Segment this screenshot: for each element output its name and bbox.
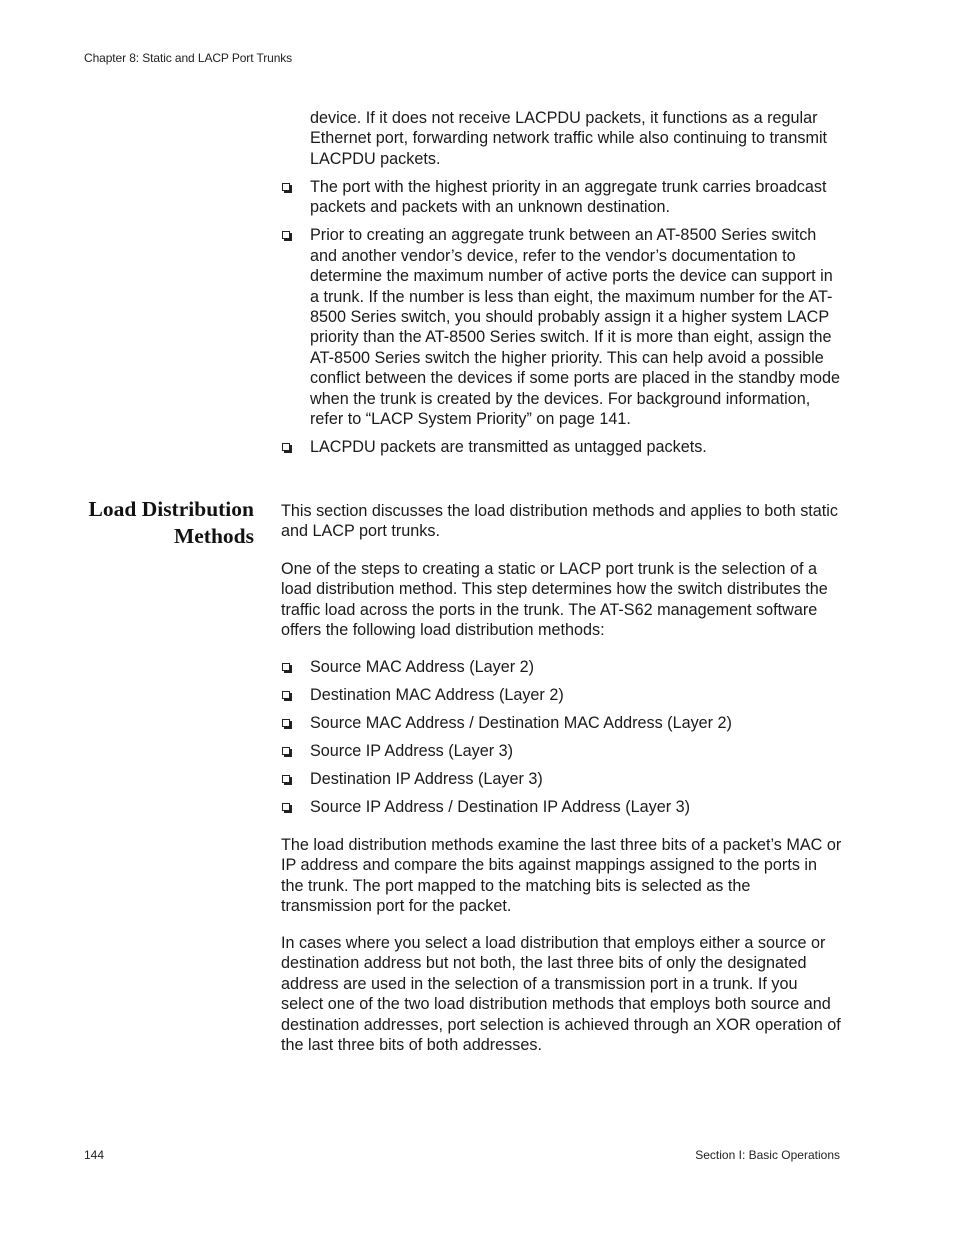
methods-intro-paragraph: One of the steps to creating a static or LACP port trunk is the selection of a load distribution method. This step determines how the switch distributes the traffic load across the ports in the trunk. The AT-S62 management software offers the following load distribution methods: — [281, 560, 828, 640]
checkbox-bullet-icon — [282, 719, 290, 727]
list-item-text: LACPDU packets are transmitted as untagged packets. — [310, 437, 707, 456]
running-footer-section: Section I: Basic Operations — [695, 1148, 840, 1162]
page-number: 144 — [84, 1148, 105, 1162]
checkbox-bullet-icon — [282, 775, 290, 783]
list-item-text: Prior to creating an aggregate trunk between an AT-8500 Series switch and another vendor’s device, refer to the vendor’s documentation to determine the maximum number of active ports the device can support in a trunk. If the number is less than eight, the maximum number for the AT-8500 Series switch, you should probably assign it a higher system LACP priority than the AT-8500 Series switch. If it is more than eight, assign the AT-8500 Series switch the higher priority. This can help avoid a possible conflict between the devices if some ports are placed in the standby mode when the trunk is created by the devices. For background information, refer to “LACP System Priority” on page 141. — [310, 226, 840, 428]
intro-paragraph: This section discusses the load distribution methods and applies to both static and LACP port trunks. — [281, 502, 838, 541]
section-heading-line: Methods — [173, 523, 254, 548]
list-item-text: Destination IP Address (Layer 3) — [310, 770, 543, 788]
list-item-text: Destination MAC Address (Layer 2) — [310, 686, 564, 704]
section-heading-line: Load Distribution — [88, 497, 254, 521]
bit-mapping-paragraph: The load distribution methods examine the last three bits of a packet’s MAC or IP address and compare the bits against mappings assigned to the ports in the trunk. The port mapped to the matching bits is selected as the transmission port for the packet. — [281, 836, 842, 916]
list-item — [281, 797, 845, 817]
checkbox-bullet-icon — [282, 443, 290, 451]
checkbox-bullet-icon — [282, 747, 290, 755]
checkbox-bullet-icon — [282, 663, 290, 671]
list-item-text: Source MAC Address / Destination MAC Address (Layer 2) — [310, 714, 732, 732]
checkbox-bullet-icon — [282, 231, 290, 239]
list-item — [281, 437, 845, 457]
checkbox-bullet-icon — [282, 803, 290, 811]
list-item — [281, 741, 845, 761]
list-item-text: Source MAC Address (Layer 2) — [310, 658, 535, 676]
list-item — [281, 657, 845, 677]
running-header: Chapter 8: Static and LACP Port Trunks — [84, 51, 293, 65]
lacp-notes-list — [281, 177, 845, 457]
continuation-paragraph: device. If it does not receive LACPDU packets, it functions as a regular Ethernet port, forwarding network traffic while also continuing to transmit LACPDU packets. — [310, 109, 828, 168]
checkbox-bullet-icon — [282, 183, 290, 191]
list-item-text: Source IP Address (Layer 3) — [310, 742, 514, 760]
list-item — [281, 769, 845, 789]
list-item — [281, 685, 845, 705]
list-item-text: The port with the highest priority in an aggregate trunk carries broadcast packets and packets with an unknown destination. — [310, 178, 827, 217]
list-item — [281, 177, 845, 218]
list-item — [281, 225, 845, 429]
list-item — [281, 713, 845, 733]
load-distribution-methods-list — [281, 657, 845, 817]
xor-selection-paragraph: In cases where you select a load distribution that employs either a source or destination address but not both, the last three bits of only the designated address are used in the selection of a transmission port in a trunk. If you select one of the two load distribution methods that employs both source and destination addresses, port selection is achieved through an XOR operation of the last three bits of both addresses. — [281, 934, 841, 1055]
section-heading — [89, 496, 254, 549]
checkbox-bullet-icon — [282, 691, 290, 699]
list-item-text: Source IP Address / Destination IP Address (Layer 3) — [310, 798, 691, 816]
